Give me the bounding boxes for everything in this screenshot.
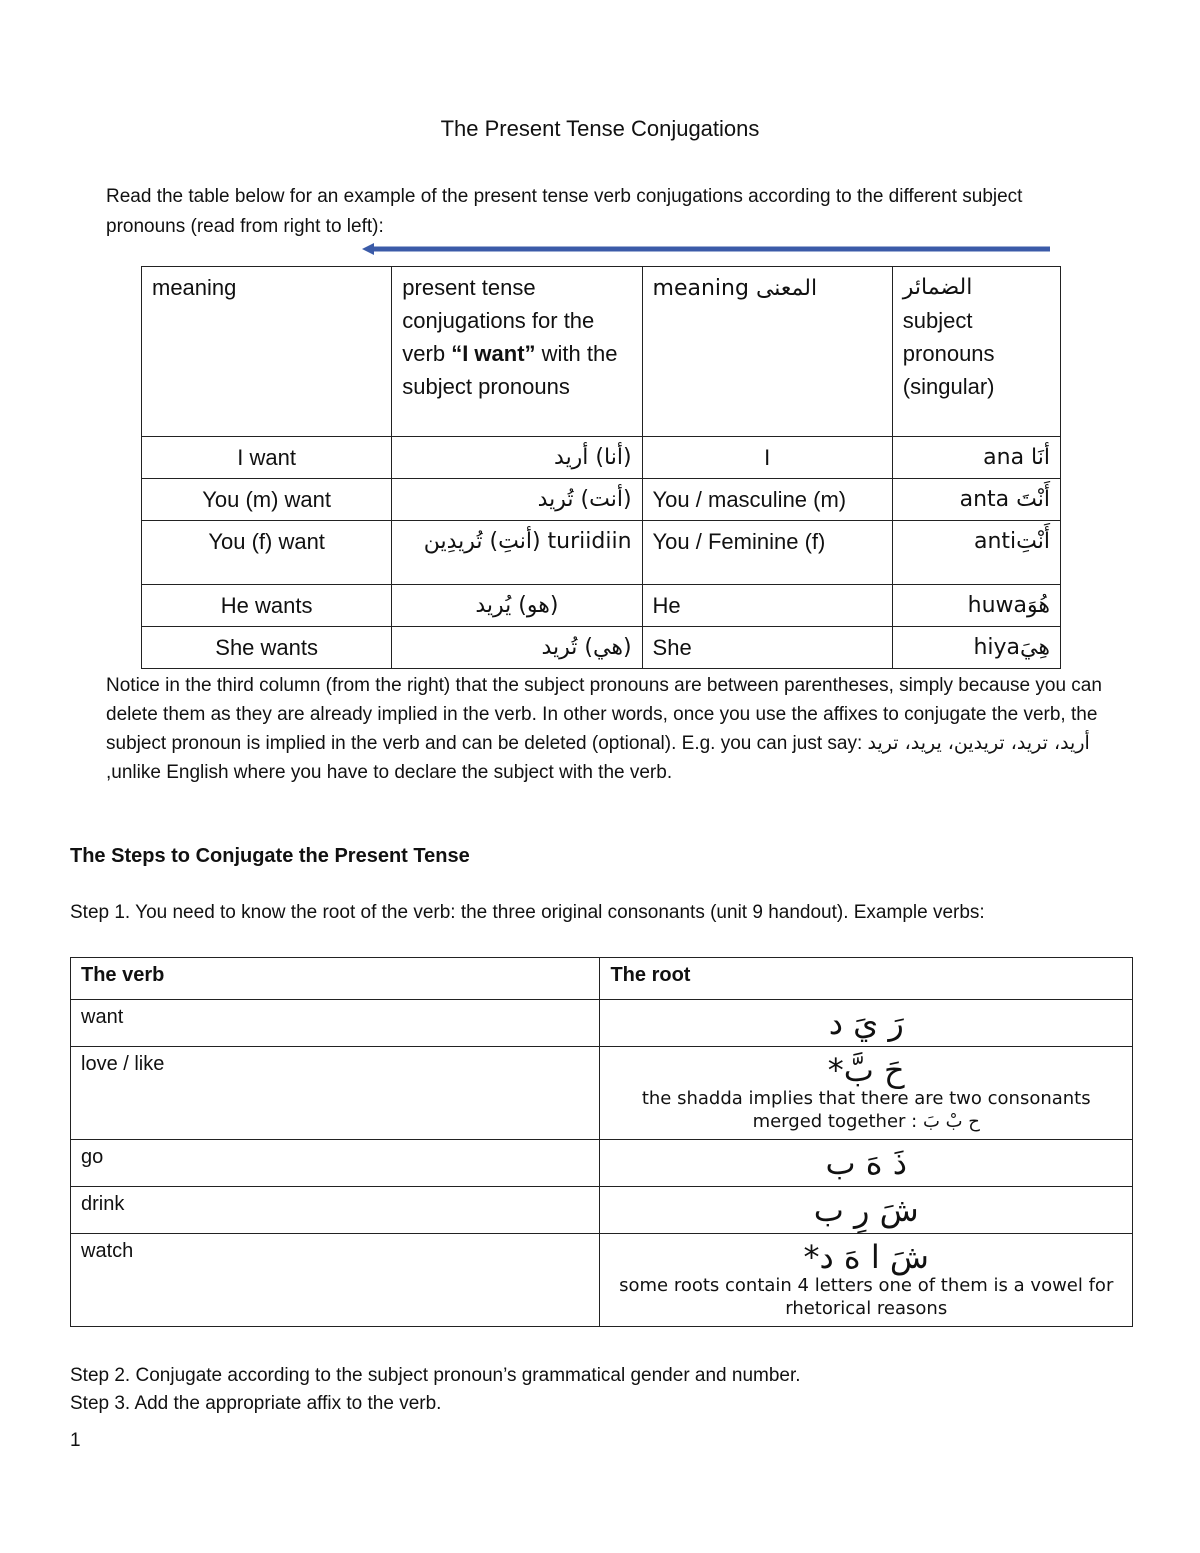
- row-pronoun-meaning: You / masculine (m): [642, 479, 892, 521]
- row-root: رَ يَ د: [600, 1000, 1133, 1047]
- row-verb: drink: [71, 1187, 600, 1234]
- header-meaning: meaning: [142, 267, 392, 437]
- notice-arabic-example: أريد، تريد، تريدين، يريد، تريد: [867, 732, 1090, 754]
- table-row: [142, 479, 1061, 521]
- row-meaning: You (m) want: [142, 479, 392, 521]
- header-verb: The verb: [71, 958, 600, 1000]
- row-root: حَ بَّ* the shadda implies that there are two consonants merged together : ح بْ بَ: [600, 1047, 1133, 1140]
- table-row: [71, 1187, 1133, 1234]
- header-root: The root: [600, 958, 1133, 1000]
- page-number: 1: [70, 1430, 81, 1451]
- table-row: [71, 1234, 1133, 1327]
- table-row: [71, 1047, 1133, 1140]
- page-title: The Present Tense Conjugations: [440, 116, 760, 141]
- table-row: [142, 585, 1061, 627]
- roots-header-row: [71, 958, 1133, 1000]
- row-conjugation: turiidiin (أنتِ) تُريدِين: [392, 521, 642, 585]
- row-pronoun: huwaهُوَ: [892, 585, 1060, 627]
- row-root: شَ ا هَ د* some roots contain 4 letters one of them is a vowel for rhetorical reasons: [600, 1234, 1133, 1327]
- row-verb: love / like: [71, 1047, 600, 1140]
- row-pronoun: antiأَنْتِ: [892, 521, 1060, 585]
- step-2: Step 2. Conjugate according to the subject pronoun’s grammatical gender and number.: [70, 1365, 801, 1386]
- row-pronoun-meaning: I: [642, 437, 892, 479]
- header-pronouns: الضمائر subject pronouns (singular): [892, 267, 1060, 437]
- step-3: Step 3. Add the appropriate affix to the verb.: [70, 1393, 442, 1414]
- table-row: [71, 1000, 1133, 1047]
- conjugation-header-row: [142, 267, 1061, 437]
- row-meaning: You (f) want: [142, 521, 392, 585]
- root-note: some roots contain 4 letters one of them is a vowel for rhetorical reasons: [619, 1275, 1114, 1319]
- row-meaning: She wants: [142, 627, 392, 669]
- row-meaning: I want: [142, 437, 392, 479]
- row-verb: watch: [71, 1234, 600, 1327]
- row-conjugation: (هي) تُريد: [392, 627, 642, 669]
- row-pronoun: anta أَنْتَ: [892, 479, 1060, 521]
- row-root: ذَ هَ ب: [600, 1140, 1133, 1187]
- root-note: the shadda implies that there are two consonants merged together : ح بْ بَ: [641, 1088, 1091, 1132]
- table-row: [142, 437, 1061, 479]
- steps-heading: The Steps to Conjugate the Present Tense: [70, 845, 470, 867]
- row-root: شَ رِ ب: [600, 1187, 1133, 1234]
- row-verb: want: [71, 1000, 600, 1047]
- row-pronoun-meaning: You / Feminine (f): [642, 521, 892, 585]
- row-pronoun-meaning: He: [642, 585, 892, 627]
- intro-paragraph: Read the table below for an example of the present tense verb conjugations according to the different subject pronouns (read from right to left):: [106, 186, 1023, 237]
- header-meaning-arabic: meaning المعنى: [642, 267, 892, 437]
- notice-paragraph: Notice in the third column (from the right) that the subject pronouns are between parentheses, simply because you can delete them as they are already implied in the verb. In other words, once you use the affixes to conjugate the verb, the subject pronoun is implied in the verb and can be deleted (optional). E.g. you can just say: أريد، تريد، تريدين، يريد، تريد ,unlike English where you have to declare the subject with the verb.: [106, 675, 1102, 783]
- row-pronoun: hiyaهِيَ: [892, 627, 1060, 669]
- row-conjugation: (هو) يُريد: [392, 585, 642, 627]
- row-verb: go: [71, 1140, 600, 1187]
- row-meaning: He wants: [142, 585, 392, 627]
- step-1: Step 1. You need to know the root of the verb: the three original consonants (unit 9 handout). Example verbs:: [70, 902, 985, 923]
- row-pronoun-meaning: She: [642, 627, 892, 669]
- table-row: [142, 521, 1061, 585]
- table-row: [71, 1140, 1133, 1187]
- right-to-left-arrow-icon: [362, 240, 1052, 258]
- row-pronoun: ana أنَا: [892, 437, 1060, 479]
- roots-table: [70, 957, 1133, 1327]
- row-conjugation: (أنت) تُريد: [392, 479, 642, 521]
- conjugation-table: [141, 266, 1061, 669]
- header-conjugations: present tense conjugations for the verb “I want” with the subject pronouns: [392, 267, 642, 437]
- row-conjugation: (أنا) أريد: [392, 437, 642, 479]
- table-row: [142, 627, 1061, 669]
